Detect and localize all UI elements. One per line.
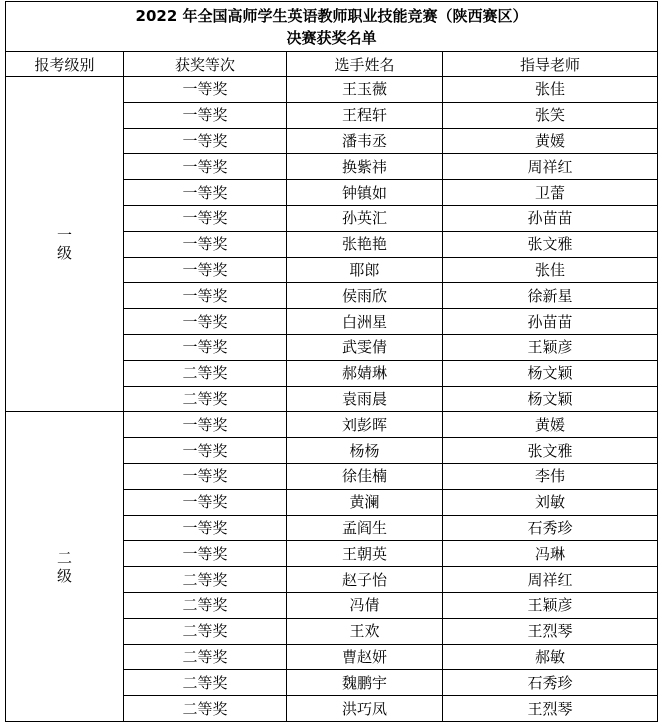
award-cell: 一等奖: [124, 128, 287, 154]
header-level: 报考级别: [6, 52, 124, 77]
award-cell: 一等奖: [124, 489, 287, 515]
award-cell: 二等奖: [124, 360, 287, 386]
title-line-1: 2022 年全国高师学生英语教师职业技能竞赛（陕西赛区）: [135, 6, 528, 25]
award-cell: 一等奖: [124, 257, 287, 283]
award-cell: 二等奖: [124, 386, 287, 412]
award-cell: 一等奖: [124, 102, 287, 128]
award-cell: 一等奖: [124, 154, 287, 180]
award-cell: 一等奖: [124, 205, 287, 231]
teacher-cell: 石秀珍: [443, 670, 658, 696]
award-cell: 二等奖: [124, 644, 287, 670]
contestant-name-cell: 白洲星: [287, 309, 443, 335]
contestant-name-cell: 杨杨: [287, 438, 443, 464]
contestant-name-cell: 侯雨欣: [287, 283, 443, 309]
title-row: [6, 2, 658, 52]
teacher-cell: 黄媛: [443, 128, 658, 154]
award-cell: 一等奖: [124, 180, 287, 206]
header-name: 选手姓名: [287, 52, 443, 77]
teacher-cell: 王烈琴: [443, 618, 658, 644]
level-char: 级: [56, 244, 72, 263]
contestant-name-cell: 曹赵妍: [287, 644, 443, 670]
teacher-cell: 王颖彦: [443, 592, 658, 618]
contestant-name-cell: 换紫祎: [287, 154, 443, 180]
contestant-name-cell: 刘彭晖: [287, 412, 443, 438]
contestant-name-cell: 徐佳楠: [287, 463, 443, 489]
teacher-cell: 刘敏: [443, 489, 658, 515]
table-body: [6, 77, 658, 722]
contestant-name-cell: 王程轩: [287, 102, 443, 128]
table-row: [6, 412, 658, 438]
award-cell: 二等奖: [124, 618, 287, 644]
table-row: [6, 77, 658, 103]
header-row: [6, 52, 658, 77]
contestant-name-cell: 张艳艳: [287, 231, 443, 257]
teacher-cell: 张佳: [443, 77, 658, 103]
teacher-cell: 孙苗苗: [443, 309, 658, 335]
contestant-name-cell: 王欢: [287, 618, 443, 644]
contestant-name-cell: 魏鹏宇: [287, 670, 443, 696]
award-table: [5, 1, 658, 722]
teacher-cell: 王烈琴: [443, 696, 658, 722]
teacher-cell: 杨文颖: [443, 386, 658, 412]
teacher-cell: 周祥红: [443, 154, 658, 180]
teacher-cell: 张文雅: [443, 231, 658, 257]
teacher-cell: 张笑: [443, 102, 658, 128]
award-cell: 一等奖: [124, 463, 287, 489]
level-cell: [6, 412, 124, 722]
award-cell: 一等奖: [124, 77, 287, 103]
contestant-name-cell: 赵子怡: [287, 567, 443, 593]
contestant-name-cell: 孙英汇: [287, 205, 443, 231]
contestant-name-cell: 洪巧凤: [287, 696, 443, 722]
award-cell: 一等奖: [124, 231, 287, 257]
award-cell: 一等奖: [124, 515, 287, 541]
award-cell: 一等奖: [124, 309, 287, 335]
contestant-name-cell: 钟镇如: [287, 180, 443, 206]
contestant-name-cell: 郝婧琳: [287, 360, 443, 386]
contestant-name-cell: 袁雨晨: [287, 386, 443, 412]
teacher-cell: 李伟: [443, 463, 658, 489]
contestant-name-cell: 黄澜: [287, 489, 443, 515]
teacher-cell: 郝敏: [443, 644, 658, 670]
award-cell: 一等奖: [124, 438, 287, 464]
header-teacher: 指导老师: [443, 52, 658, 77]
award-cell: 二等奖: [124, 592, 287, 618]
teacher-cell: 杨文颖: [443, 360, 658, 386]
award-cell: 一等奖: [124, 541, 287, 567]
teacher-cell: 黄媛: [443, 412, 658, 438]
teacher-cell: 周祥红: [443, 567, 658, 593]
teacher-cell: 王颖彦: [443, 334, 658, 360]
teacher-cell: 张文雅: [443, 438, 658, 464]
award-cell: 二等奖: [124, 670, 287, 696]
contestant-name-cell: 潘韦丞: [287, 128, 443, 154]
teacher-cell: 孙苗苗: [443, 205, 658, 231]
contestant-name-cell: 孟阎生: [287, 515, 443, 541]
contestant-name-cell: 王玉薇: [287, 77, 443, 103]
teacher-cell: 冯琳: [443, 541, 658, 567]
teacher-cell: 张佳: [443, 257, 658, 283]
title-line-2: 决赛获奖名单: [286, 28, 377, 47]
award-cell: 一等奖: [124, 412, 287, 438]
contestant-name-cell: 冯倩: [287, 592, 443, 618]
level-cell: [6, 77, 124, 412]
award-cell: 二等奖: [124, 696, 287, 722]
award-cell: 一等奖: [124, 283, 287, 309]
contestant-name-cell: 武雯倩: [287, 334, 443, 360]
level-char: 级: [56, 566, 72, 585]
teacher-cell: 石秀珍: [443, 515, 658, 541]
contestant-name-cell: 耶郎: [287, 257, 443, 283]
award-cell: 二等奖: [124, 567, 287, 593]
table-title: [6, 2, 658, 52]
award-cell: 一等奖: [124, 334, 287, 360]
contestant-name-cell: 王朝英: [287, 541, 443, 567]
level-char: 二: [56, 548, 72, 567]
header-award: 获奖等次: [124, 52, 287, 77]
teacher-cell: 徐新星: [443, 283, 658, 309]
level-char: 一: [56, 226, 72, 245]
teacher-cell: 卫蕾: [443, 180, 658, 206]
